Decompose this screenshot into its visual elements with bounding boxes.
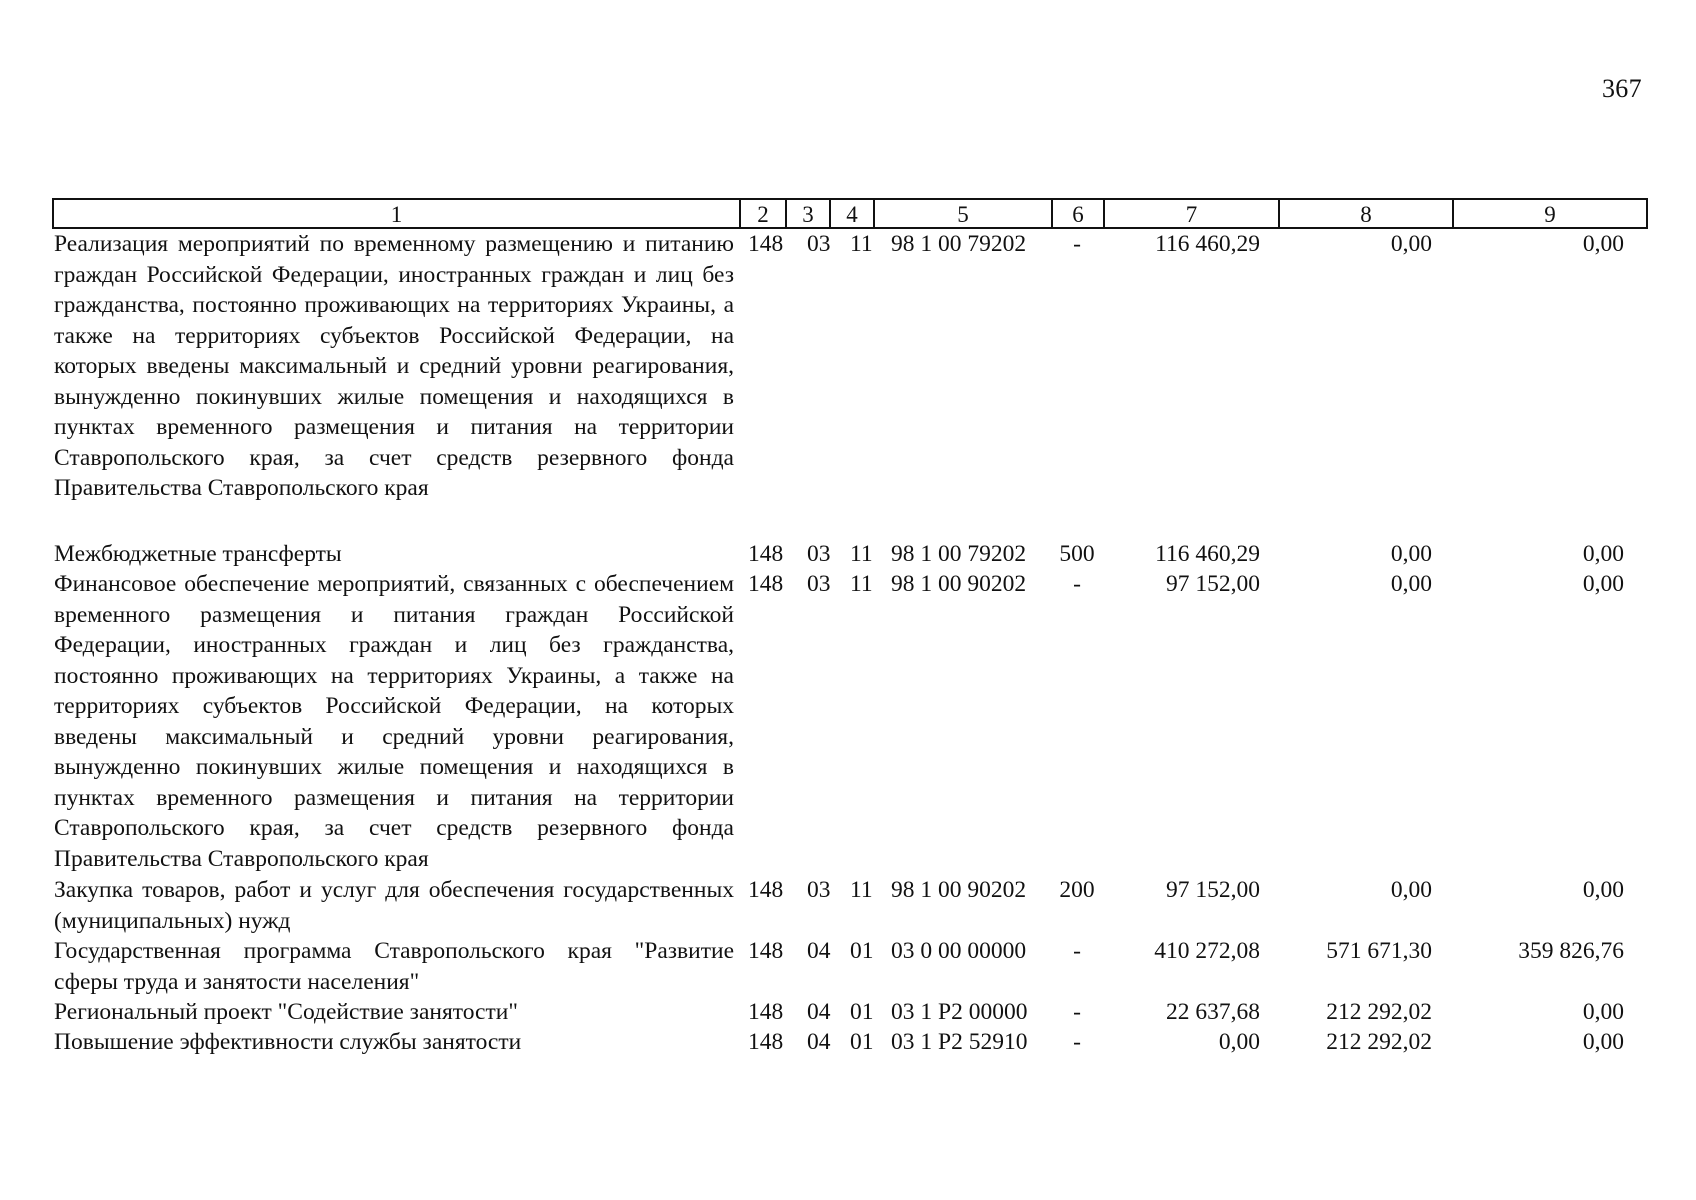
header-col-7: 7 [1105,200,1280,227]
cell-col-2: 148 [748,999,784,1025]
cell-col-4: 11 [850,571,873,597]
header-col-5: 5 [875,200,1053,227]
header-col-1: 1 [54,200,741,227]
table-header [52,198,1648,229]
cell-col-6: 500 [1059,541,1095,567]
cell-col-6: - [1073,938,1081,964]
cell-col-9: 0,00 [1582,999,1624,1025]
header-col-6: 6 [1053,200,1105,227]
row-name: Государственная программа Ставропольского края "Развитие сферы труда и занятости населения" [54,938,734,995]
cell-col-5: 98 1 00 90202 [891,571,1027,597]
cell-col-4: 11 [850,231,873,257]
cell-col-4: 01 [850,938,874,964]
cell-col-2: 148 [748,541,784,567]
cell-col-3: 04 [807,938,831,964]
cell-col-7: 97 152,00 [1166,571,1260,597]
cell-col-2: 148 [748,571,784,597]
row-name: Реализация мероприятий по временному размещению и питанию граждан Российской Федерации, иностранных граждан и лиц без гражданства, постоянно проживающих на территориях Украины, а также на территориях субъектов Российской Федерации, на которых введены максимальный и средний уровни реагирования, вынужденно покинувших жилые помещения и находящихся в пунктах временного размещения и питания на территории Ставропольского края, за счет средств резервного фонда Правительства Ставропольского края [54,231,734,501]
cell-col-7: 410 272,08 [1154,938,1260,964]
cell-col-9: 0,00 [1582,541,1624,567]
cell-col-3: 03 [807,877,831,903]
cell-col-3: 03 [807,541,831,567]
table-row [52,875,1648,936]
cell-col-3: 04 [807,999,831,1025]
table-row [52,569,1648,875]
cell-col-4: 01 [850,1029,874,1055]
cell-col-4: 11 [850,541,873,567]
cell-col-9: 359 826,76 [1518,938,1624,964]
cell-col-8: 0,00 [1390,231,1432,257]
cell-col-6: - [1073,571,1081,597]
cell-col-6: - [1073,231,1081,257]
row-name: Межбюджетные трансферты [54,541,342,567]
cell-col-9: 0,00 [1582,877,1624,903]
cell-col-7: 22 637,68 [1166,999,1260,1025]
header-col-4: 4 [831,200,875,227]
page-number: 367 [1602,74,1642,103]
cell-col-8: 212 292,02 [1326,1029,1432,1055]
header-col-9: 9 [1544,202,1556,227]
cell-col-9: 0,00 [1582,231,1624,257]
table-row [52,539,1648,569]
row-name: Повышение эффективности службы занятости [54,1029,522,1055]
cell-col-8: 0,00 [1390,571,1432,597]
header-col-3: 3 [787,200,831,227]
cell-col-9: 0,00 [1582,1029,1624,1055]
cell-col-7: 116 460,29 [1155,541,1260,567]
cell-col-4: 11 [850,877,873,903]
table-row [52,1027,1648,1057]
cell-col-2: 148 [748,231,784,257]
cell-col-8: 212 292,02 [1326,999,1432,1025]
table-row [52,229,1648,539]
cell-col-2: 148 [748,877,784,903]
cell-col-4: 01 [850,999,874,1025]
cell-col-8: 571 671,30 [1326,938,1432,964]
row-name: Финансовое обеспечение мероприятий, связанных с обеспечением временного размещения и питания граждан Российской Федерации, иностранных граждан и лиц без гражданства, постоянно проживающих на территориях Украины, а также на территориях субъектов Российской Федерации, на которых введены максимальный и средний уровни реагирования, вынужденно покинувших жилые помещения и находящихся в пунктах временного размещения и питания на территории Ставропольского края, за счет средств резервного фонда Правительства Ставропольского края [54,571,734,872]
cell-col-2: 148 [748,938,784,964]
cell-col-7: 0,00 [1218,1029,1260,1055]
cell-col-8: 0,00 [1390,541,1432,567]
table-row [52,936,1648,997]
cell-col-2: 148 [748,1029,784,1055]
cell-col-7: 116 460,29 [1155,231,1260,257]
cell-col-6: - [1073,1029,1081,1055]
header-col-8: 8 [1280,200,1454,227]
cell-col-3: 03 [807,571,831,597]
header-col-2: 2 [741,200,787,227]
row-name: Закупка товаров, работ и услуг для обеспечения государственных (муниципальных) нужд [54,877,734,934]
cell-col-5: 03 0 00 00000 [891,938,1027,964]
cell-col-7: 97 152,00 [1166,877,1260,903]
cell-col-5: 98 1 00 79202 [891,231,1027,257]
cell-col-8: 0,00 [1390,877,1432,903]
row-name: Региональный проект "Содействие занятости" [54,999,518,1025]
cell-col-5: 98 1 00 90202 [891,877,1027,903]
table-row [52,997,1648,1027]
cell-col-6: 200 [1059,877,1095,903]
cell-col-6: - [1073,999,1081,1025]
cell-col-5: 03 1 P2 00000 [891,999,1028,1025]
cell-col-9: 0,00 [1582,571,1624,597]
table-body [52,229,1648,1057]
cell-col-5: 03 1 P2 52910 [891,1029,1028,1055]
cell-col-5: 98 1 00 79202 [891,541,1027,567]
budget-table [52,198,1648,1057]
cell-col-3: 03 [807,231,831,257]
cell-col-3: 04 [807,1029,831,1055]
